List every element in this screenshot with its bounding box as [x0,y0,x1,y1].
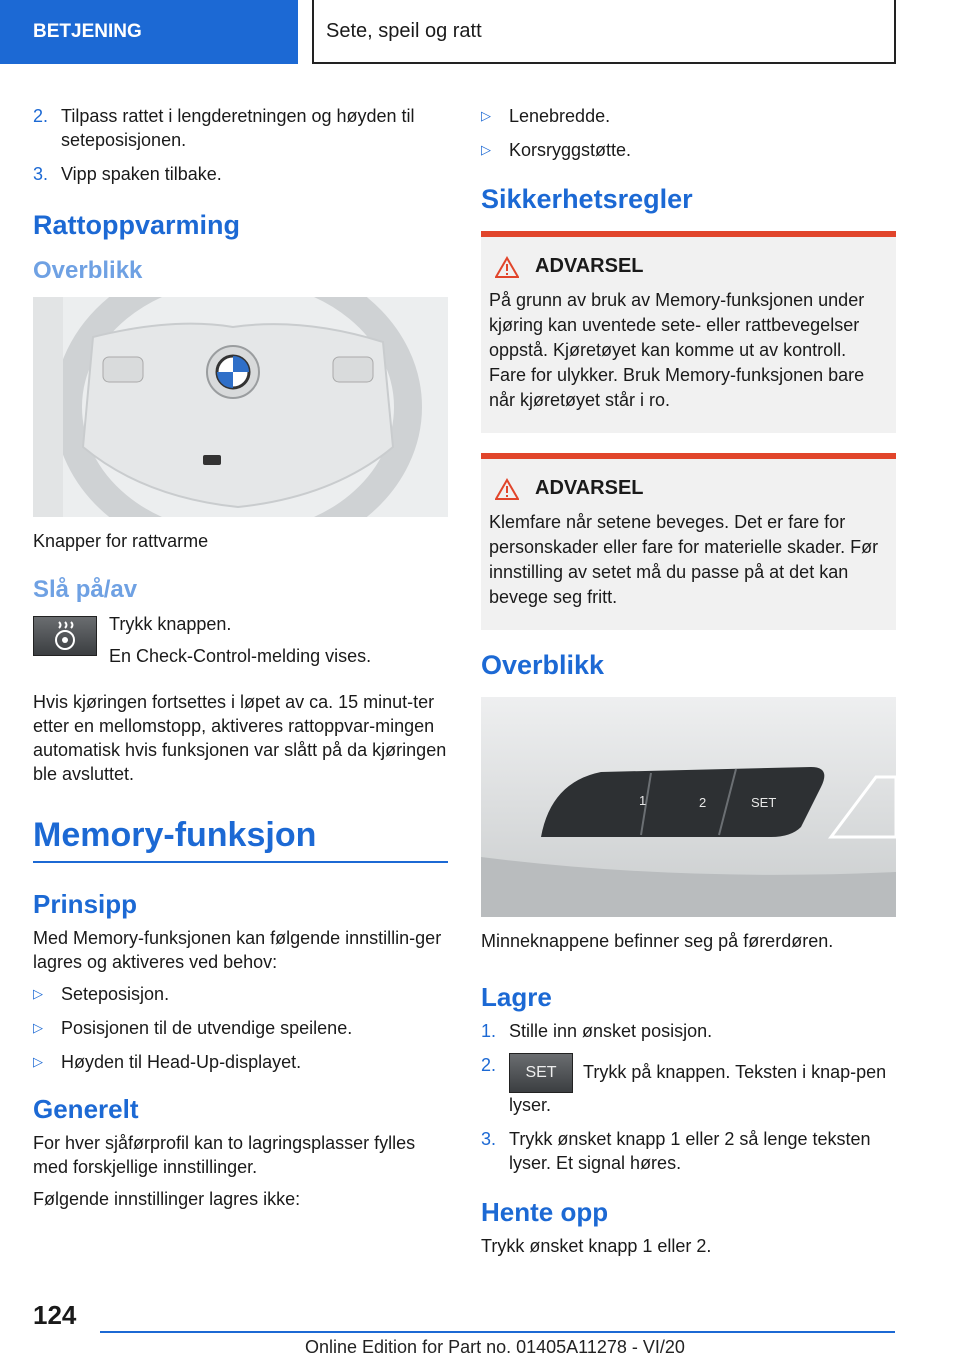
section-title-rattoppvarming: Rattoppvarming [33,210,241,240]
page-number: 124 [33,1300,77,1330]
subsection-title-sla: Slå på/av [33,576,138,603]
sla-line1: Trykk knappen. [109,614,232,634]
subsection-title-overblikk-right: Overblikk [481,650,605,680]
warning-box [481,231,896,433]
step-number: 3. [33,164,49,184]
warning-title-label: ADVARSEL [535,255,644,277]
wheel-caption: Knapper for rattvarme [33,531,209,551]
step-text: Stille inn ønsket posisjon. [509,1021,713,1041]
memory-buttons-illustration [481,697,896,917]
step-number: 3. [481,1129,497,1149]
footer-edition: Online Edition for Part no. 01405A11278 - VI/20 [305,1337,685,1357]
list-item [481,104,896,128]
memory-buttons-image [481,697,896,917]
footer-divider [100,1331,895,1333]
list-item-text: Seteposisjon. [61,984,170,1004]
warning-box [481,453,896,630]
bullet-icon: ▷ [481,108,491,123]
left-column [33,104,448,1219]
subsection-title-generelt: Generelt [33,1094,139,1124]
set-button-icon-label: SET [525,1064,557,1081]
generelt-paragraph: For hver sjåførprofil kan to lagringsplasser fylles med forskjellige innstillinger. [33,1133,416,1177]
buttons-caption: Minneknappene befinner seg på førerdøren. [481,931,834,951]
list-item-text: Posisjonen til de utvendige speilene. [61,1018,353,1038]
step-number: 1. [481,1021,497,1041]
prinsipp-paragraph: Med Memory-funksjonen kan følgende innstillin-ger lagres og aktiveres ved behov: [33,928,442,972]
list-item-text: Korsryggstøtte. [509,140,632,160]
warning-title [489,255,888,278]
list-item [33,162,448,186]
list-item [481,138,896,162]
warning-title [489,477,888,500]
bullet-icon: ▷ [481,142,491,157]
subsection-title-hente: Hente opp [481,1197,609,1227]
memory-button-2-label: 2 [699,795,707,810]
steering-wheel-image [33,297,448,517]
list-item-text: Lenebredde. [509,106,611,126]
memory-button-1-label: 1 [639,793,647,808]
subsection-title-overblikk: Overblikk [33,257,143,284]
list-item [481,1053,896,1117]
warning-triangle-icon [495,256,519,278]
heating-paragraph: Hvis kjøringen fortsettes i løpet av ca. 15 minut-ter etter en mellomstopp, aktiveres rattoppvar-mingen automatisk hvis funksjonen var slått på da kjøringen ble avsluttet. [33,692,447,784]
header-chapter [312,0,896,64]
set-button-icon [509,1053,573,1093]
step-text: Trykk ønsket knapp 1 eller 2 så lenge teksten lyser. Et signal høres. [509,1129,871,1173]
step-text: Vipp spaken tilbake. [61,164,222,184]
warning-text: Klemfare når setene beveges. Det er fare for personskader eller fare for materielle skader. Før innstilling av setet må du passe på at det kan bevege seg fritt. [489,512,879,607]
heating-instruction [33,612,448,676]
sla-line2: En Check-Control-melding vises. [109,646,372,666]
step-text: Trykk på knappen. Teksten i knap-pen lyser. [509,1061,887,1115]
subsection-title-lagre: Lagre [481,982,552,1012]
step-text-with-icon [509,1053,896,1117]
heated-wheel-icon [48,619,82,653]
warning-title-label: ADVARSEL [535,477,644,499]
list-item [33,1050,448,1074]
bullet-icon: ▷ [33,1054,43,1069]
list-item [33,1016,448,1040]
header-chapter-label: Sete, speil og ratt [326,19,482,42]
list-item [33,982,448,1006]
steering-wheel-illustration [33,297,448,517]
list-item [33,104,448,152]
bullet-icon: ▷ [33,986,43,1001]
list-item [481,1019,896,1043]
step-number: 2. [33,106,49,126]
subsection-title-prinsipp: Prinsipp [33,889,138,919]
header-section [0,0,298,64]
generelt-paragraph2: Følgende innstillinger lagres ikke: [33,1189,301,1209]
bullet-icon: ▷ [33,1020,43,1035]
header-section-label: BETJENING [33,21,142,42]
warning-text: På grunn av bruk av Memory-funksjonen under kjøring kan uventede sete- eller rattbevegelser oppstå. Kjøretøyet kan komme ut av kontroll. Fare for ulykker. Bruk Memory-funksjonen bare når kjøretøyet står i ro. [489,290,865,410]
step-text: Tilpass rattet i lengderetningen og høyden til seteposisjonen. [61,106,415,150]
right-column [481,104,896,1266]
memory-button-set-label: SET [751,795,777,810]
list-item [481,1127,896,1175]
hente-text: Trykk ønsket knapp 1 eller 2. [481,1236,712,1256]
step-number: 2. [481,1055,497,1075]
section-title-sikkerhet: Sikkerhetsregler [481,184,693,214]
list-item-text: Høyden til Head-Up-displayet. [61,1052,302,1072]
steering-heat-button-icon [33,616,97,656]
section-title-memory: Memory-funksjon [33,816,448,863]
warning-triangle-icon [495,478,519,500]
